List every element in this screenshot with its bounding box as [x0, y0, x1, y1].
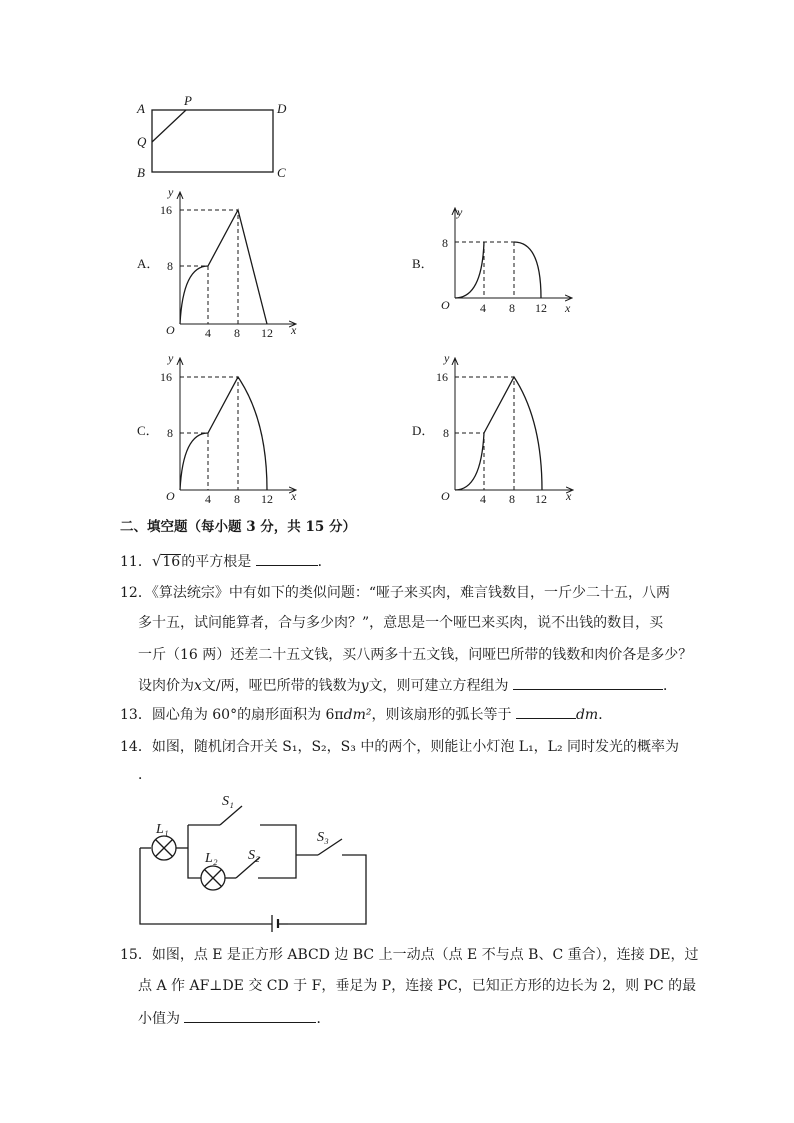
- svg-text:y: y: [168, 351, 174, 365]
- label-L2: L₂: [205, 851, 218, 866]
- tick-8: 8: [167, 259, 173, 273]
- tick-16: 16: [160, 203, 172, 217]
- label-P: P: [184, 93, 192, 108]
- option-label-A: A．: [137, 256, 160, 271]
- svg-text:x: x: [291, 323, 297, 337]
- svg-text:O: O: [166, 323, 175, 337]
- svg-text:x: x: [291, 489, 297, 503]
- option-label-D: D．: [412, 423, 435, 438]
- tick-x12: 12: [535, 492, 547, 506]
- label-C: C: [277, 165, 286, 180]
- question-13: 13．圆心角为 60°的扇形面积为 6πdm²，则该扇形的弧长等于 dm．: [120, 707, 613, 723]
- question-12-line2: 多十五，试问能算者，合与多少肉？”，意思是一个哑巴来买肉，说不出钱的数目，买: [138, 615, 664, 631]
- svg-text:O: O: [441, 298, 450, 312]
- tick-x8: 8: [234, 326, 240, 340]
- question-15-line1: 15．如图，点 E 是正方形 ABCD 边 BC 上一动点（点 E 不与点 B、C 重合），连接 DE，过: [120, 947, 699, 963]
- tick-x12: 12: [261, 492, 273, 506]
- label-D: D: [277, 101, 287, 116]
- graph-B: [412, 205, 572, 315]
- label-S3: S₃: [317, 830, 329, 845]
- graph-A: [137, 185, 297, 340]
- tick-x12: 12: [261, 326, 273, 340]
- question-12-line4: 设肉价为x文/两，哑巴所带的钱数为y文，则可建立方程组为 ．: [138, 678, 677, 694]
- rectangle-figure: [136, 93, 287, 180]
- tick-x8: 8: [509, 301, 515, 315]
- svg-text:O: O: [166, 489, 175, 503]
- graph-C: [137, 351, 297, 506]
- label-Q: Q: [137, 134, 147, 149]
- tick-x4: 4: [480, 492, 486, 506]
- svg-text:O: O: [441, 489, 450, 503]
- tick-x8: 8: [234, 492, 240, 506]
- graph-D: [412, 351, 573, 506]
- label-B: B: [137, 165, 145, 180]
- question-11: 11．√16的平方根是 ．: [120, 552, 332, 570]
- answer-blank-11[interactable]: [256, 553, 318, 566]
- question-14-line2: ．: [138, 767, 152, 783]
- question-15-line2: 点 A 作 AF⊥DE 交 CD 于 F，垂足为 P，连接 PC，已知正方形的边长为 2，则 PC 的最: [138, 978, 697, 994]
- tick-x8: 8: [509, 492, 515, 506]
- tick-8: 8: [167, 426, 173, 440]
- svg-text:y: y: [457, 205, 463, 219]
- question-14-line1: 14．如图，随机闭合开关 S₁，S₂，S₃ 中的两个，则能让小灯泡 L₁，L₂ 同时发光的概率为: [120, 739, 680, 755]
- tick-x12: 12: [535, 301, 547, 315]
- tick-16: 16: [436, 370, 448, 384]
- tick-x4: 4: [480, 301, 486, 315]
- question-15-line3: 小值为 ．: [138, 1011, 331, 1027]
- svg-text:y: y: [168, 185, 174, 199]
- circuit-diagram: [140, 806, 366, 932]
- radicand: 16: [162, 554, 181, 570]
- tick-x4: 4: [205, 492, 211, 506]
- svg-text:x: x: [566, 489, 572, 503]
- question-12-line1: 12．《算法统宗》中有如下的类似问题：“哑子来买肉，难言钱数目，一斤少二十五，八两: [120, 585, 670, 601]
- answer-blank-15[interactable]: [184, 1010, 316, 1023]
- label-A: A: [137, 101, 145, 116]
- answer-blank-13[interactable]: [516, 706, 576, 719]
- svg-text:y: y: [444, 351, 450, 365]
- label-S2: S₂: [248, 848, 260, 863]
- question-12-line3: 一斤（16 两）还差二十五文钱，买八两多十五文钱，问哑巴所带的钱数和肉价各是多少？: [138, 647, 693, 663]
- svg-text:x: x: [565, 301, 571, 315]
- section-heading: 二、填空题（每小题 3 分，共 15 分）: [120, 519, 356, 535]
- tick-8: 8: [442, 236, 448, 250]
- tick-8: 8: [443, 426, 449, 440]
- option-label-C: C．: [137, 423, 159, 438]
- label-S1: S₁: [222, 794, 234, 809]
- tick-x4: 4: [205, 326, 211, 340]
- label-L1: L₁: [156, 822, 169, 837]
- option-label-B: B．: [412, 256, 434, 271]
- answer-blank-12[interactable]: [513, 677, 663, 690]
- tick-16: 16: [160, 370, 172, 384]
